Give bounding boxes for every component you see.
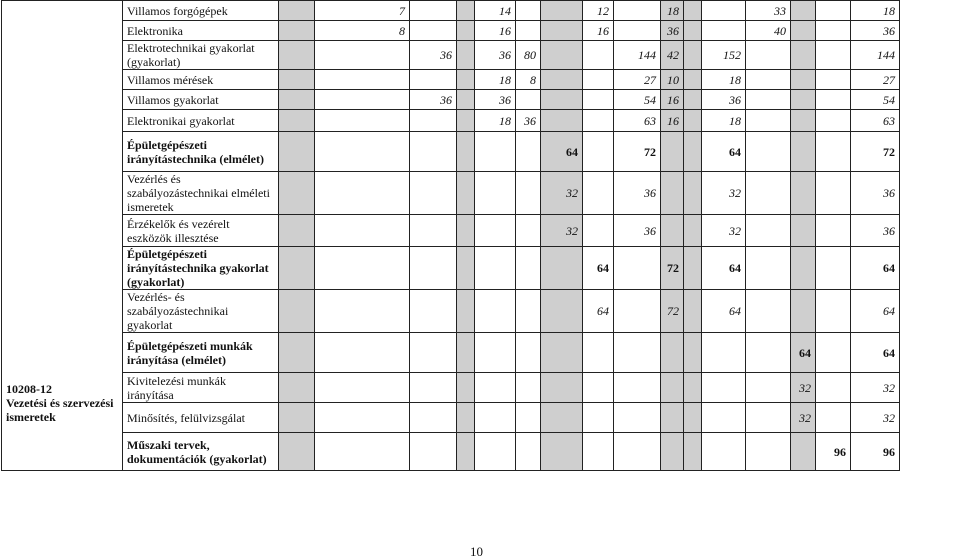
hours-cell: 63 (614, 110, 661, 132)
table-row (2, 247, 900, 290)
empty-cell (661, 215, 684, 247)
empty-cell (614, 403, 661, 433)
hours-cell: 64 (702, 247, 746, 290)
table-row (2, 1, 900, 21)
empty-cell (614, 21, 661, 41)
table-row (2, 41, 900, 70)
hours-cell: 18 (702, 110, 746, 132)
hours-cell: 72 (661, 290, 684, 333)
hours-cell: 16 (475, 21, 516, 41)
empty-cell (279, 433, 315, 471)
empty-cell (516, 21, 541, 41)
empty-cell (583, 41, 614, 70)
empty-cell (684, 290, 702, 333)
table-row (2, 403, 900, 433)
empty-cell (816, 41, 851, 70)
empty-cell (541, 1, 583, 21)
empty-cell (746, 172, 791, 215)
empty-cell (541, 70, 583, 90)
hours-cell: 80 (516, 41, 541, 70)
empty-cell (684, 1, 702, 21)
empty-cell (583, 433, 614, 471)
hours-cell: 32 (702, 172, 746, 215)
empty-cell (583, 215, 614, 247)
empty-cell (684, 373, 702, 403)
empty-cell (702, 403, 746, 433)
hours-cell: 32 (791, 373, 816, 403)
empty-cell (746, 373, 791, 403)
subject-label: Elektrotechnikai gyakorlat (gyakorlat) (123, 41, 279, 70)
empty-cell (516, 90, 541, 110)
table-row (2, 215, 900, 247)
empty-cell (410, 172, 457, 215)
empty-cell (816, 90, 851, 110)
empty-cell (583, 90, 614, 110)
empty-cell (614, 290, 661, 333)
empty-cell (583, 110, 614, 132)
empty-cell (541, 290, 583, 333)
empty-cell (457, 1, 475, 21)
empty-cell (410, 110, 457, 132)
empty-cell (541, 433, 583, 471)
empty-cell (475, 172, 516, 215)
hours-cell: 36 (851, 172, 900, 215)
subject-label: Vezérlés- és szabályozástechnikai gyakorlat (123, 290, 279, 333)
empty-cell (279, 132, 315, 172)
empty-cell (457, 41, 475, 70)
subject-label: Villamos forgógépek (123, 1, 279, 21)
table-row (2, 433, 900, 471)
empty-cell (702, 21, 746, 41)
empty-cell (541, 247, 583, 290)
empty-cell (541, 90, 583, 110)
empty-cell (661, 132, 684, 172)
hours-cell: 18 (475, 70, 516, 90)
hours-cell: 36 (851, 21, 900, 41)
empty-cell (816, 1, 851, 21)
subject-label: Minősítés, felülvizsgálat (123, 403, 279, 433)
subject-label: Villamos mérések (123, 70, 279, 90)
empty-cell (279, 21, 315, 41)
empty-cell (475, 215, 516, 247)
subject-label: Kivitelezési munkák irányítása (123, 373, 279, 403)
empty-cell (583, 333, 614, 373)
empty-cell (457, 433, 475, 471)
hours-cell: 64 (851, 333, 900, 373)
empty-cell (279, 41, 315, 70)
empty-cell (816, 247, 851, 290)
hours-cell: 10 (661, 70, 684, 90)
empty-cell (684, 333, 702, 373)
empty-cell (702, 373, 746, 403)
empty-cell (279, 70, 315, 90)
empty-cell (279, 373, 315, 403)
empty-cell (661, 403, 684, 433)
empty-cell (746, 433, 791, 471)
empty-cell (541, 110, 583, 132)
empty-cell (516, 1, 541, 21)
hours-cell: 27 (614, 70, 661, 90)
empty-cell (516, 172, 541, 215)
empty-cell (315, 433, 410, 471)
empty-cell (457, 290, 475, 333)
empty-cell (516, 132, 541, 172)
empty-cell (702, 333, 746, 373)
hours-cell: 27 (851, 70, 900, 90)
empty-cell (661, 333, 684, 373)
empty-cell (315, 247, 410, 290)
empty-cell (457, 373, 475, 403)
empty-cell (516, 333, 541, 373)
empty-cell (791, 215, 816, 247)
hours-cell: 18 (851, 1, 900, 21)
empty-cell (816, 132, 851, 172)
empty-cell (541, 333, 583, 373)
empty-cell (791, 90, 816, 110)
hours-cell: 54 (851, 90, 900, 110)
module-code: 10208-12 (6, 382, 52, 396)
module-cell (2, 1, 123, 471)
empty-cell (791, 21, 816, 41)
hours-cell: 36 (702, 90, 746, 110)
module-title: Vezetési és szervezési ismeretek (6, 396, 114, 424)
hours-cell: 40 (746, 21, 791, 41)
hours-cell: 64 (702, 290, 746, 333)
empty-cell (516, 247, 541, 290)
hours-cell: 36 (516, 110, 541, 132)
empty-cell (791, 290, 816, 333)
empty-cell (791, 247, 816, 290)
empty-cell (746, 333, 791, 373)
empty-cell (279, 172, 315, 215)
empty-cell (791, 110, 816, 132)
empty-cell (457, 110, 475, 132)
hours-cell: 12 (583, 1, 614, 21)
empty-cell (816, 110, 851, 132)
empty-cell (315, 403, 410, 433)
empty-cell (661, 373, 684, 403)
empty-cell (684, 21, 702, 41)
hours-cell: 8 (516, 70, 541, 90)
empty-cell (614, 247, 661, 290)
empty-cell (315, 110, 410, 132)
empty-cell (410, 333, 457, 373)
hours-cell: 54 (614, 90, 661, 110)
empty-cell (315, 132, 410, 172)
empty-cell (410, 1, 457, 21)
hours-cell: 36 (475, 41, 516, 70)
empty-cell (475, 403, 516, 433)
hours-cell: 64 (851, 247, 900, 290)
hours-cell: 72 (851, 132, 900, 172)
empty-cell (457, 403, 475, 433)
table-row (2, 90, 900, 110)
empty-cell (661, 433, 684, 471)
table-row (2, 21, 900, 41)
hours-cell: 144 (614, 41, 661, 70)
empty-cell (614, 433, 661, 471)
empty-cell (475, 290, 516, 333)
hours-cell: 64 (702, 132, 746, 172)
empty-cell (614, 373, 661, 403)
empty-cell (315, 70, 410, 90)
empty-cell (661, 172, 684, 215)
empty-cell (816, 70, 851, 90)
empty-cell (583, 403, 614, 433)
hours-cell: 16 (583, 21, 614, 41)
hours-cell: 32 (851, 403, 900, 433)
empty-cell (315, 41, 410, 70)
hours-cell: 36 (851, 215, 900, 247)
empty-cell (279, 290, 315, 333)
hours-cell: 64 (583, 290, 614, 333)
empty-cell (684, 247, 702, 290)
empty-cell (315, 290, 410, 333)
empty-cell (516, 373, 541, 403)
hours-cell: 64 (541, 132, 583, 172)
empty-cell (457, 247, 475, 290)
empty-cell (746, 110, 791, 132)
empty-cell (614, 1, 661, 21)
empty-cell (746, 132, 791, 172)
hours-cell: 36 (614, 172, 661, 215)
subject-label: Műszaki tervek, dokumentációk (gyakorlat) (123, 433, 279, 471)
empty-cell (475, 373, 516, 403)
empty-cell (279, 215, 315, 247)
empty-cell (702, 1, 746, 21)
empty-cell (410, 21, 457, 41)
hours-cell: 18 (475, 110, 516, 132)
empty-cell (475, 132, 516, 172)
empty-cell (516, 215, 541, 247)
empty-cell (315, 333, 410, 373)
hours-cell: 64 (583, 247, 614, 290)
empty-cell (791, 132, 816, 172)
empty-cell (516, 290, 541, 333)
hours-cell: 96 (851, 433, 900, 471)
empty-cell (541, 21, 583, 41)
empty-cell (746, 247, 791, 290)
empty-cell (816, 333, 851, 373)
empty-cell (279, 333, 315, 373)
empty-cell (791, 41, 816, 70)
empty-cell (684, 433, 702, 471)
hours-cell: 32 (541, 215, 583, 247)
hours-cell: 64 (791, 333, 816, 373)
empty-cell (410, 215, 457, 247)
subject-label: Elektronika (123, 21, 279, 41)
empty-cell (746, 290, 791, 333)
empty-cell (816, 373, 851, 403)
hours-cell: 64 (851, 290, 900, 333)
hours-cell: 72 (614, 132, 661, 172)
subject-label: Épületgépészeti irányítástechnika gyakorlat (gyakorlat) (123, 247, 279, 290)
subject-label: Érzékelők és vezérelt eszközök illesztése (123, 215, 279, 247)
empty-cell (583, 70, 614, 90)
empty-cell (791, 172, 816, 215)
hours-cell: 36 (475, 90, 516, 110)
empty-cell (684, 70, 702, 90)
table-row (2, 132, 900, 172)
empty-cell (684, 132, 702, 172)
empty-cell (279, 110, 315, 132)
empty-cell (791, 70, 816, 90)
subject-label: Villamos gyakorlat (123, 90, 279, 110)
hours-cell: 36 (661, 21, 684, 41)
empty-cell (583, 172, 614, 215)
empty-cell (457, 21, 475, 41)
table-row (2, 172, 900, 215)
empty-cell (816, 403, 851, 433)
empty-cell (684, 110, 702, 132)
hours-cell: 32 (702, 215, 746, 247)
hours-cell: 14 (475, 1, 516, 21)
empty-cell (315, 90, 410, 110)
empty-cell (583, 132, 614, 172)
hours-cell: 8 (315, 21, 410, 41)
empty-cell (457, 333, 475, 373)
page-number: 10 (470, 544, 483, 559)
empty-cell (684, 215, 702, 247)
hours-cell: 36 (410, 90, 457, 110)
empty-cell (684, 90, 702, 110)
empty-cell (410, 70, 457, 90)
empty-cell (684, 41, 702, 70)
hours-cell: 7 (315, 1, 410, 21)
empty-cell (410, 373, 457, 403)
empty-cell (791, 433, 816, 471)
empty-cell (315, 373, 410, 403)
empty-cell (583, 373, 614, 403)
hours-cell: 33 (746, 1, 791, 21)
hours-cell: 42 (661, 41, 684, 70)
empty-cell (816, 21, 851, 41)
empty-cell (475, 247, 516, 290)
empty-cell (702, 433, 746, 471)
empty-cell (410, 433, 457, 471)
hours-cell: 72 (661, 247, 684, 290)
table-row (2, 373, 900, 403)
empty-cell (410, 247, 457, 290)
table-row (2, 333, 900, 373)
subject-label: Épületgépészeti irányítástechnika (elmélet) (123, 132, 279, 172)
table-row (2, 110, 900, 132)
hours-cell: 144 (851, 41, 900, 70)
empty-cell (684, 172, 702, 215)
empty-cell (315, 172, 410, 215)
empty-cell (791, 1, 816, 21)
curriculum-table (1, 0, 900, 471)
hours-cell: 96 (816, 433, 851, 471)
hours-cell: 36 (410, 41, 457, 70)
hours-cell: 32 (851, 373, 900, 403)
empty-cell (746, 403, 791, 433)
empty-cell (816, 290, 851, 333)
empty-cell (475, 333, 516, 373)
hours-cell: 32 (541, 172, 583, 215)
empty-cell (816, 215, 851, 247)
hours-cell: 152 (702, 41, 746, 70)
hours-cell: 18 (702, 70, 746, 90)
subject-label: Épületgépészeti munkák irányítása (elmélet) (123, 333, 279, 373)
empty-cell (684, 403, 702, 433)
empty-cell (457, 172, 475, 215)
empty-cell (541, 41, 583, 70)
empty-cell (410, 403, 457, 433)
subject-label: Vezérlés és szabályozástechnikai elméleti ismeretek (123, 172, 279, 215)
hours-cell: 63 (851, 110, 900, 132)
empty-cell (516, 403, 541, 433)
hours-cell: 32 (791, 403, 816, 433)
empty-cell (816, 172, 851, 215)
empty-cell (475, 433, 516, 471)
empty-cell (279, 90, 315, 110)
table-row (2, 70, 900, 90)
empty-cell (457, 215, 475, 247)
empty-cell (457, 132, 475, 172)
table-row (2, 290, 900, 333)
empty-cell (315, 215, 410, 247)
empty-cell (410, 290, 457, 333)
empty-cell (279, 403, 315, 433)
empty-cell (746, 90, 791, 110)
empty-cell (457, 70, 475, 90)
empty-cell (410, 132, 457, 172)
empty-cell (746, 215, 791, 247)
hours-cell: 18 (661, 1, 684, 21)
subject-label: Elektronikai gyakorlat (123, 110, 279, 132)
empty-cell (516, 433, 541, 471)
empty-cell (541, 403, 583, 433)
empty-cell (746, 70, 791, 90)
empty-cell (279, 247, 315, 290)
empty-cell (614, 333, 661, 373)
empty-cell (746, 41, 791, 70)
empty-cell (541, 373, 583, 403)
empty-cell (279, 1, 315, 21)
hours-cell: 16 (661, 110, 684, 132)
hours-cell: 36 (614, 215, 661, 247)
hours-cell: 16 (661, 90, 684, 110)
empty-cell (457, 90, 475, 110)
